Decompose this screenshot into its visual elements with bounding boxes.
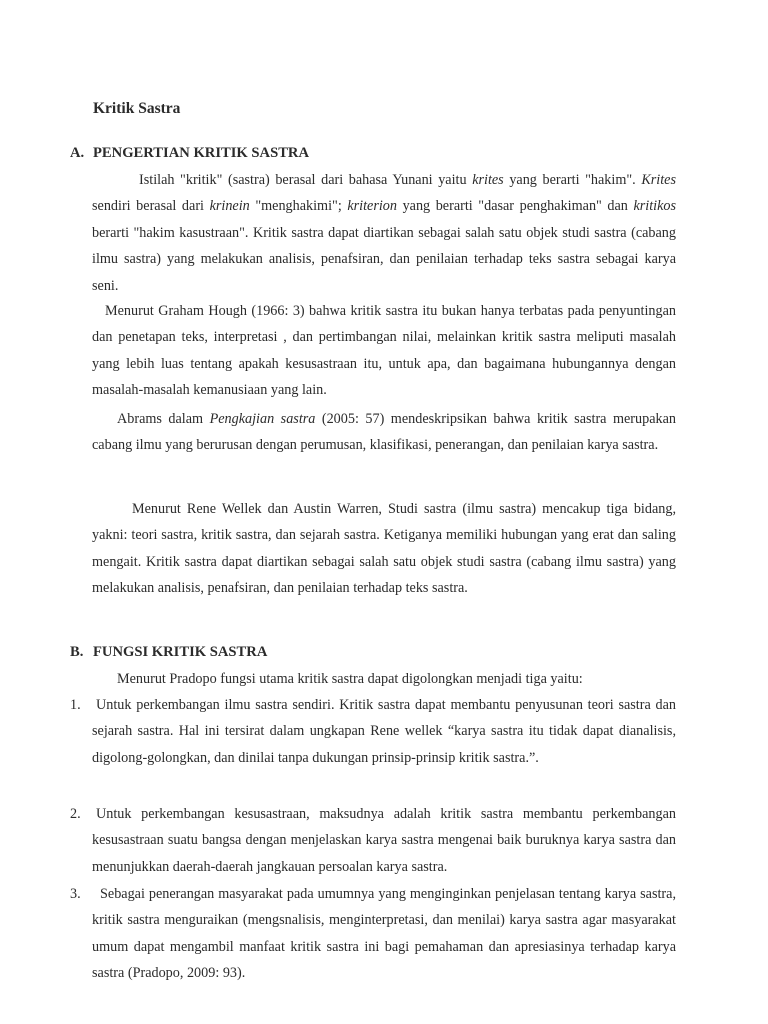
list-item-number: 2. <box>70 806 81 822</box>
text-run: yang berarti "hakim". <box>503 172 642 188</box>
paragraph-a2: Menurut Graham Hough (1966: 3) bahwa kritik sastra itu bukan hanya terbatas pada penyuntingan dan penetapan teks, interpretasi , dan pertimbangan nilai, melainkan kritik sastra meliputi masalah yang lebih luas tentang apakah kesusastraan itu, untuk apa, dan bagaimana hubungannya dengan masalah-masalah kemanusiaan yang lain. <box>92 303 676 399</box>
list-item <box>70 801 676 880</box>
italic-term: Pengkajian sastra <box>209 411 316 427</box>
text-run: Istilah "kritik" (sastra) berasal dari bahasa Yunani yaitu <box>139 172 473 188</box>
section-a-title: PENGERTIAN KRITIK SASTRA <box>93 145 310 161</box>
italic-term: krites <box>472 172 504 188</box>
list-item-number: 3. <box>70 886 81 902</box>
section-b-title: FUNGSI KRITIK SASTRA <box>93 644 268 660</box>
section-a-label: A. <box>70 145 85 161</box>
document-title: Kritik Sastra <box>93 100 181 117</box>
section-a-heading <box>70 145 309 162</box>
text-run: (2005: 57) mendeskripsikan bahwa kritik sastra merupakan cabang ilmu yang berurusan dengan perumusan, klasifikasi, penerangan, dan penilaian karya sastra. <box>92 411 676 454</box>
italic-term: kriterion <box>347 198 397 215</box>
text-run: yang berarti "dasar penghakiman" dan <box>397 198 634 215</box>
paragraph-a4: Menurut Rene Wellek dan Austin Warren, Studi sastra (ilmu sastra) mencakup tiga bidang, yakni: teori sastra, kritik sastra, dan sejarah sastra. Ketiganya memiliki hubungan yang erat dan saling mengait. Kritik sastra dapat diartikan sebagai salah satu objek studi sastra (cabang ilmu sastra) yang melakukan analisis, penafsiran, dan penilaian terhadap teks sastra. <box>92 501 676 597</box>
list-item-text: Sebagai penerangan masyarakat pada umumnya yang menginginkan penjelasan tentang karya sastra, kritik sastra menguraikan (mengsnalisis, menginterpretasi, dan menilai) karya sastra agar masyarakat umum dapat mengambil manfaat kritik sastra ini bagi pemahaman dan apresiasinya terhadap karya sastra (Pradopo, 2009: 93). <box>92 886 676 982</box>
section-b-intro: Menurut Pradopo fungsi utama kritik sastra dapat digolongkan menjadi tiga yaitu: <box>117 671 583 687</box>
paragraph-a3 <box>92 406 676 459</box>
text-run: berarti "hakim kasustraan". Kritik sastra dapat diartikan sebagai salah satu objek studi sastra (cabang ilmu sastra) yang melakukan analisis, penafsiran, dan penilaian terhadap teks sastra sebagai karya seni. <box>92 224 676 294</box>
text-run: Abrams dalam <box>117 411 210 427</box>
list-item <box>70 881 676 987</box>
text-run: "menghakimi"; <box>249 198 348 215</box>
italic-term: Krites <box>641 172 676 188</box>
italic-term: krinein <box>209 198 250 215</box>
list-item-text: Untuk perkembangan kesusastraan, maksudnya adalah kritik sastra membantu perkembangan kesusastraan suatu bangsa dengan menjelaskan karya sastra mengenai baik buruknya karya sastra dan menunjukkan daerah-daerah jangkauan persoalan karya sastra. <box>92 806 676 875</box>
paragraph-a1 <box>92 167 676 299</box>
section-b-heading <box>70 644 267 661</box>
text-run: sendiri berasal dari <box>92 198 210 215</box>
section-b-label: B. <box>70 644 84 660</box>
list-item-text: Untuk perkembangan ilmu sastra sendiri. Kritik sastra dapat membantu penyusunan teori sastra dan sejarah sastra. Hal ini tersirat dalam ungkapan Rene wellek “karya sastra itu tidak dapat dianalisis, digolong-golongkan, dan dinilai tanpa dukungan prinsip-prinsip kritik sastra.”. <box>92 697 676 766</box>
list-item-number: 1. <box>70 697 81 713</box>
list-item <box>70 692 676 771</box>
italic-term: kritikos <box>633 198 677 215</box>
